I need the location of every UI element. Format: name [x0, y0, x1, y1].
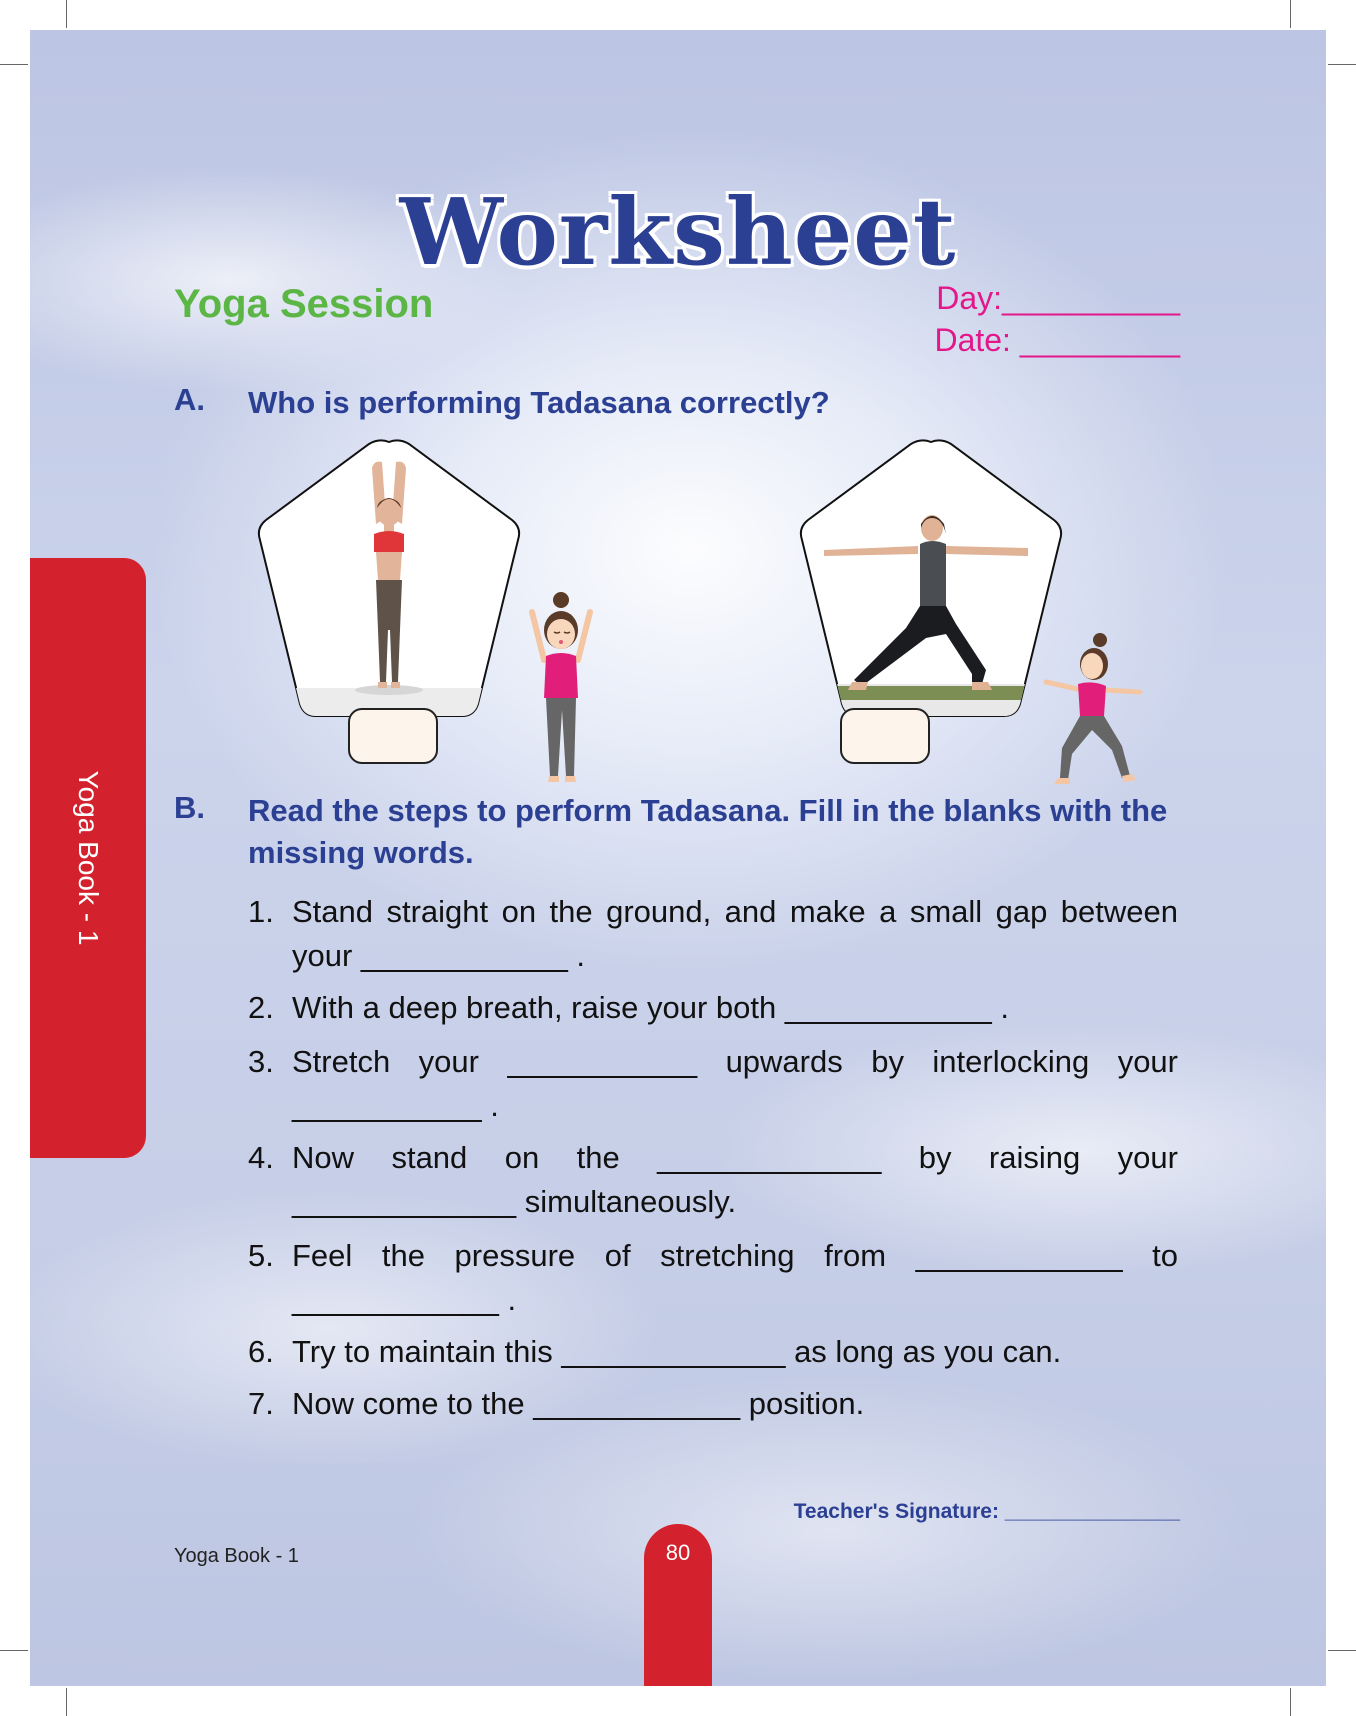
cartoon-girl-warrior [1042, 630, 1162, 790]
session-subtitle: Yoga Session [174, 282, 434, 326]
crop-mark [66, 1688, 67, 1716]
step-text: Stretch your ___________ upwards by interlocking your [292, 1044, 1178, 1079]
warrior-photo-frame [796, 438, 1066, 728]
section-a-question: Who is performing Tadasana correctly? [248, 385, 830, 420]
step-text-continued: _____________ simultaneously. [292, 1184, 737, 1219]
step-number: 3. [248, 1044, 274, 1079]
crop-mark [1290, 0, 1291, 28]
step-number: 1. [248, 894, 274, 929]
step-number: 7. [248, 1386, 274, 1421]
teacher-signature: Teacher's Signature: _______________ [793, 1500, 1180, 1523]
section-b-heading [30, 790, 1326, 880]
page-title: Worksheet [399, 178, 957, 286]
day-field: Day:__________ [936, 280, 1180, 316]
worksheet-page [30, 30, 1326, 1686]
step-text: Feel the pressure of stretching from ____________ to [292, 1238, 1178, 1273]
section-a-heading [30, 382, 1326, 432]
section-b-letter: B. [174, 790, 205, 825]
step-text: Stand straight on the ground, and make a small gap between [292, 894, 1178, 929]
tadasana-photo-frame [254, 438, 524, 728]
page-number-tab [644, 1524, 712, 1686]
step-text: Try to maintain this _____________ as long as you can. [292, 1334, 1062, 1369]
step-text: With a deep breath, raise your both ____________ . [292, 990, 1009, 1025]
crop-mark [1290, 1688, 1291, 1716]
step-number: 4. [248, 1140, 274, 1175]
section-a-letter: A. [174, 382, 205, 417]
step-text: Now stand on the _____________ by raising your [292, 1140, 1178, 1175]
footer-book-name: Yoga Book - 1 [174, 1545, 299, 1567]
step-text-continued: ___________ . [292, 1088, 499, 1123]
section-b-instruction: Read the steps to perform Tadasana. Fill in the blanks with the missing words. [248, 793, 1168, 870]
crop-mark [0, 1650, 28, 1651]
step-text: Now come to the ____________ position. [292, 1386, 865, 1421]
crop-mark [0, 64, 28, 65]
cartoon-girl-tadasana [526, 590, 596, 790]
answer-box-2[interactable] [840, 708, 930, 764]
crop-mark [66, 0, 67, 28]
side-tab [30, 558, 146, 1158]
step-number: 2. [248, 990, 274, 1025]
step-number: 5. [248, 1238, 274, 1273]
side-tab-label: Yoga Book - 1 [73, 770, 104, 946]
date-field: Date: _________ [934, 322, 1180, 358]
crop-mark [1328, 64, 1356, 65]
crop-mark [1328, 1650, 1356, 1651]
answer-box-1[interactable] [348, 708, 438, 764]
step-text-continued: your ____________ . [292, 938, 586, 973]
step-number: 6. [248, 1334, 274, 1369]
page-number: 80 [665, 1540, 691, 1565]
step-text-continued: ____________ . [292, 1282, 517, 1317]
